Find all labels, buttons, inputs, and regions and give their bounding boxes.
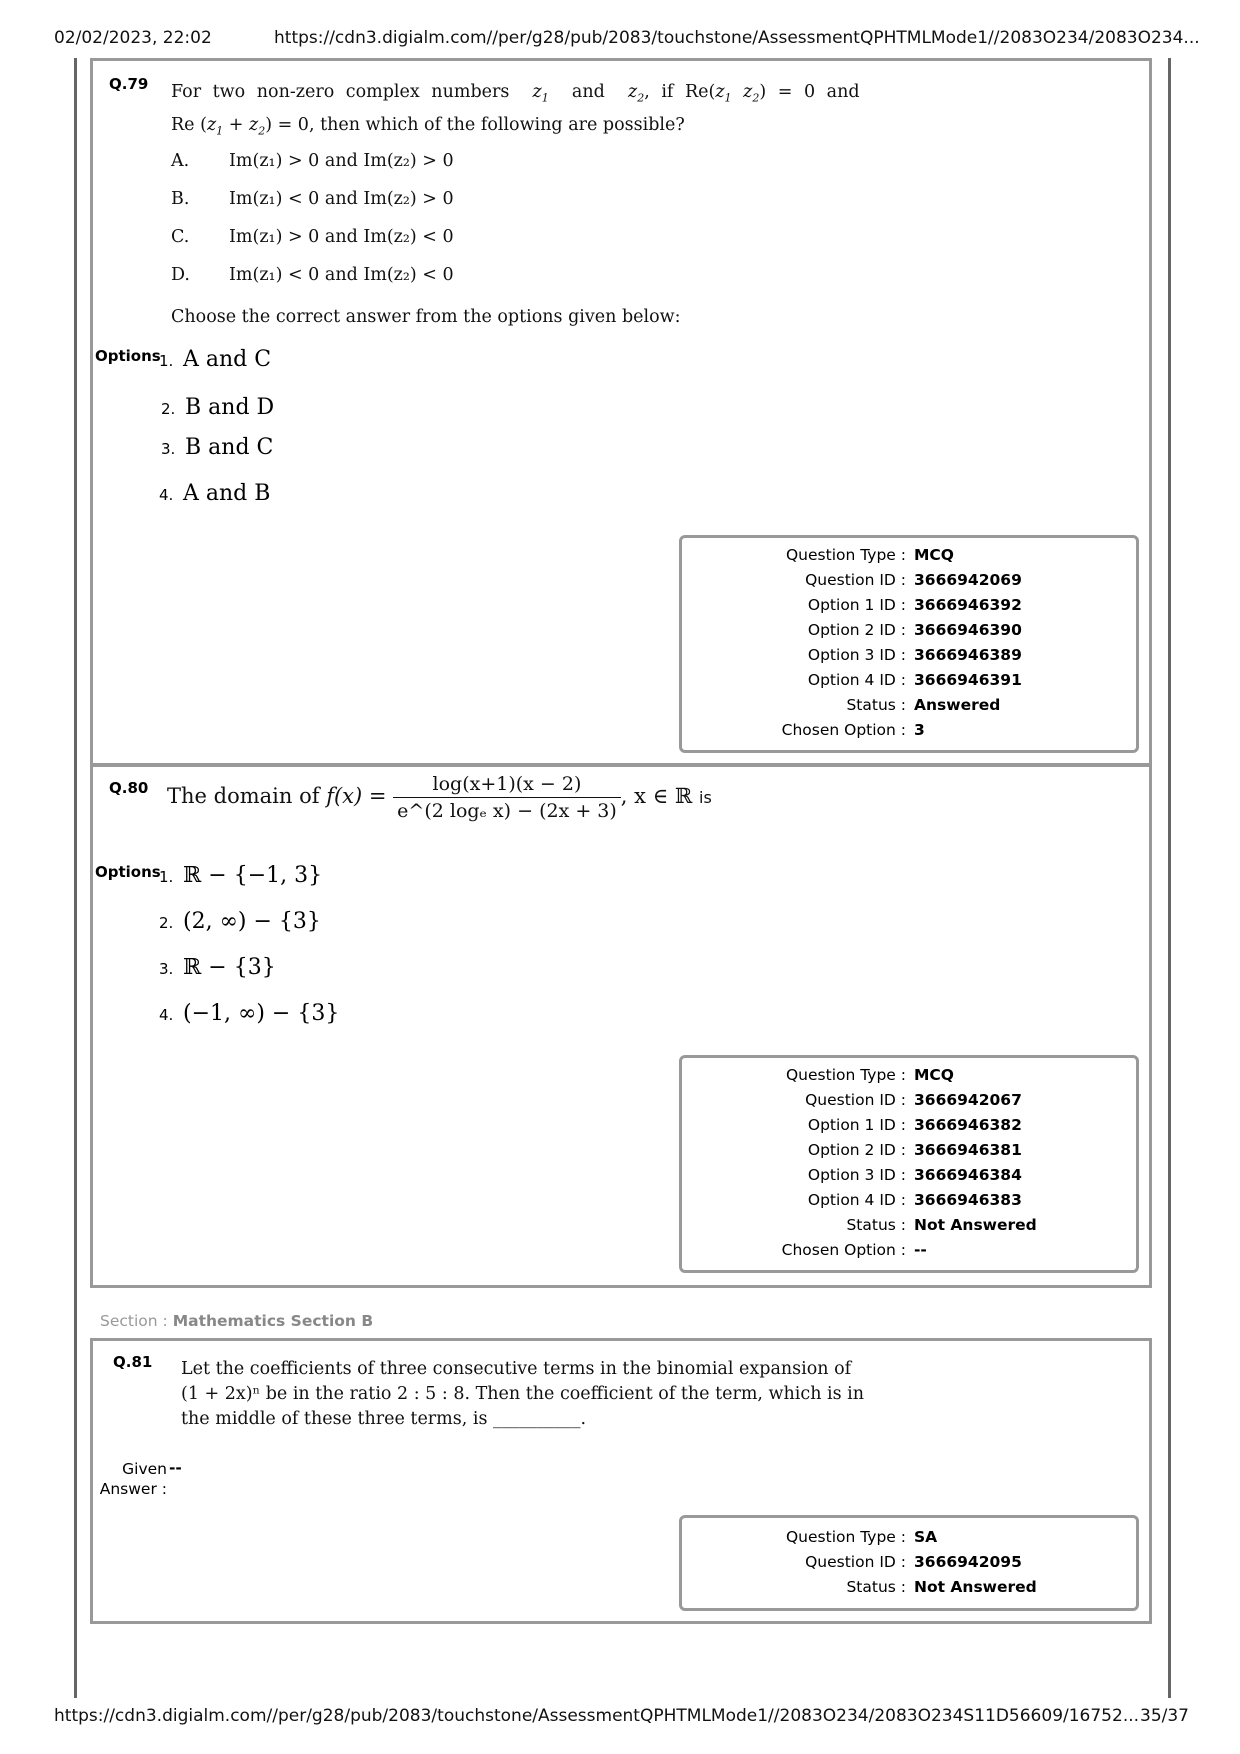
meta-question-type: Question Type : MCQ bbox=[785, 546, 954, 564]
meta-status: Status : Not Answered bbox=[846, 1578, 1037, 1596]
option-4: 4. (−1, ∞) − {3} bbox=[159, 1001, 340, 1026]
page-frame-left bbox=[74, 58, 77, 1698]
meta-question-id: Question ID : 3666942067 bbox=[805, 1091, 1022, 1109]
options-label: Options bbox=[95, 347, 161, 365]
instruction-text: Choose the correct answer from the options given below: bbox=[171, 307, 681, 327]
meta-option-2-id: Option 2 ID : 3666946381 bbox=[807, 1141, 1022, 1159]
meta-option-1-id: Option 1 ID : 3666946382 bbox=[807, 1116, 1022, 1134]
meta-question-type: Question Type : MCQ bbox=[785, 1066, 954, 1084]
meta-option-3-id: Option 3 ID : 3666946389 bbox=[807, 646, 1022, 664]
question-text: Let the coefficients of three consecutive terms in the binomial expansion of (1 + 2x)ⁿ be in the ratio 2 : 5 : 8. Then the coefficient of the term, which is in the middle of these three terms, is __________. bbox=[181, 1359, 865, 1429]
question-number: Q.81 bbox=[113, 1353, 153, 1371]
meta-question-id: Question ID : 3666942069 bbox=[805, 571, 1022, 589]
question-meta-panel bbox=[679, 1055, 1139, 1273]
given-answer-value: -- bbox=[169, 1459, 182, 1477]
question-79-block bbox=[90, 58, 1152, 766]
statement-c: C. Im(z₁) > 0 and Im(z₂) < 0 bbox=[171, 227, 454, 247]
meta-question-type: Question Type : SA bbox=[785, 1528, 938, 1546]
question-80-block bbox=[90, 764, 1152, 1288]
meta-status: Status : Not Answered bbox=[846, 1216, 1037, 1234]
header-url: https://cdn3.digialm.com//per/g28/pub/2083/touchstone/AssessmentQPHTMLMode1//2083O234/2083O234... bbox=[274, 28, 1200, 48]
option-3: 3. ℝ − {3} bbox=[159, 955, 276, 980]
meta-chosen-option: Chosen Option : -- bbox=[781, 1241, 927, 1259]
option-1: 1. A and C bbox=[159, 347, 272, 372]
option-1: 1. ℝ − {−1, 3} bbox=[159, 863, 323, 888]
statement-a: A. Im(z₁) > 0 and Im(z₂) > 0 bbox=[171, 151, 454, 171]
option-4: 4. A and B bbox=[159, 481, 271, 506]
question-text: For two non-zero complex numbers $z_1$ and $z_2$, if $Re(z_1$ $z_2) = 0$ and Re $(z_1 + z_2) = 0$, then which of the following are possible? bbox=[171, 82, 860, 137]
given-answer-label: Given Answer : bbox=[99, 1460, 167, 1498]
question-number: Q.80 bbox=[109, 779, 149, 797]
option-2: 2. (2, ∞) − {3} bbox=[159, 909, 321, 934]
meta-option-2-id: Option 2 ID : 3666946390 bbox=[807, 621, 1022, 639]
meta-option-4-id: Option 4 ID : 3666946391 bbox=[807, 671, 1022, 689]
question-meta-panel bbox=[679, 535, 1139, 753]
option-2: 2. B and D bbox=[161, 395, 275, 420]
options-label: Options bbox=[95, 863, 161, 881]
section-label: Section : Mathematics Section B bbox=[100, 1312, 374, 1330]
page-number: 35/37 bbox=[1140, 1706, 1189, 1726]
domain-fraction: $\frac{\log(x+1)(x - 2)}{\text{e\textasciicircum{}(2 logₑ x) − (2x + 3)}}$ bbox=[393, 773, 621, 822]
option-3: 3. B and C bbox=[161, 435, 274, 460]
question-81-block bbox=[90, 1338, 1152, 1624]
print-datetime: 02/02/2023, 22:02 bbox=[54, 28, 212, 48]
meta-option-3-id: Option 3 ID : 3666946384 bbox=[807, 1166, 1022, 1184]
question-text: The domain of f(x) = $\frac{\log(x+1)(x - 2)}{\text{e\textasciicircum{}(2 logₑ x) − (2x + 3)}}$ , x ∈ ℝ is bbox=[167, 773, 712, 822]
meta-option-4-id: Option 4 ID : 3666946383 bbox=[807, 1191, 1022, 1209]
statement-d: D. Im(z₁) < 0 and Im(z₂) < 0 bbox=[171, 265, 454, 285]
question-meta-panel bbox=[679, 1515, 1139, 1611]
meta-chosen-option: Chosen Option : 3 bbox=[781, 721, 925, 739]
statement-b: B. Im(z₁) < 0 and Im(z₂) > 0 bbox=[171, 189, 454, 209]
question-number: Q.79 bbox=[109, 75, 149, 93]
meta-status: Status : Answered bbox=[846, 696, 1001, 714]
meta-option-1-id: Option 1 ID : 3666946392 bbox=[807, 596, 1022, 614]
footer-url: https://cdn3.digialm.com//per/g28/pub/2083/touchstone/AssessmentQPHTMLMode1//2083O234/2083O234S11D56609/16752... bbox=[54, 1706, 1140, 1726]
page-frame-right bbox=[1168, 58, 1171, 1698]
meta-question-id: Question ID : 3666942095 bbox=[805, 1553, 1022, 1571]
